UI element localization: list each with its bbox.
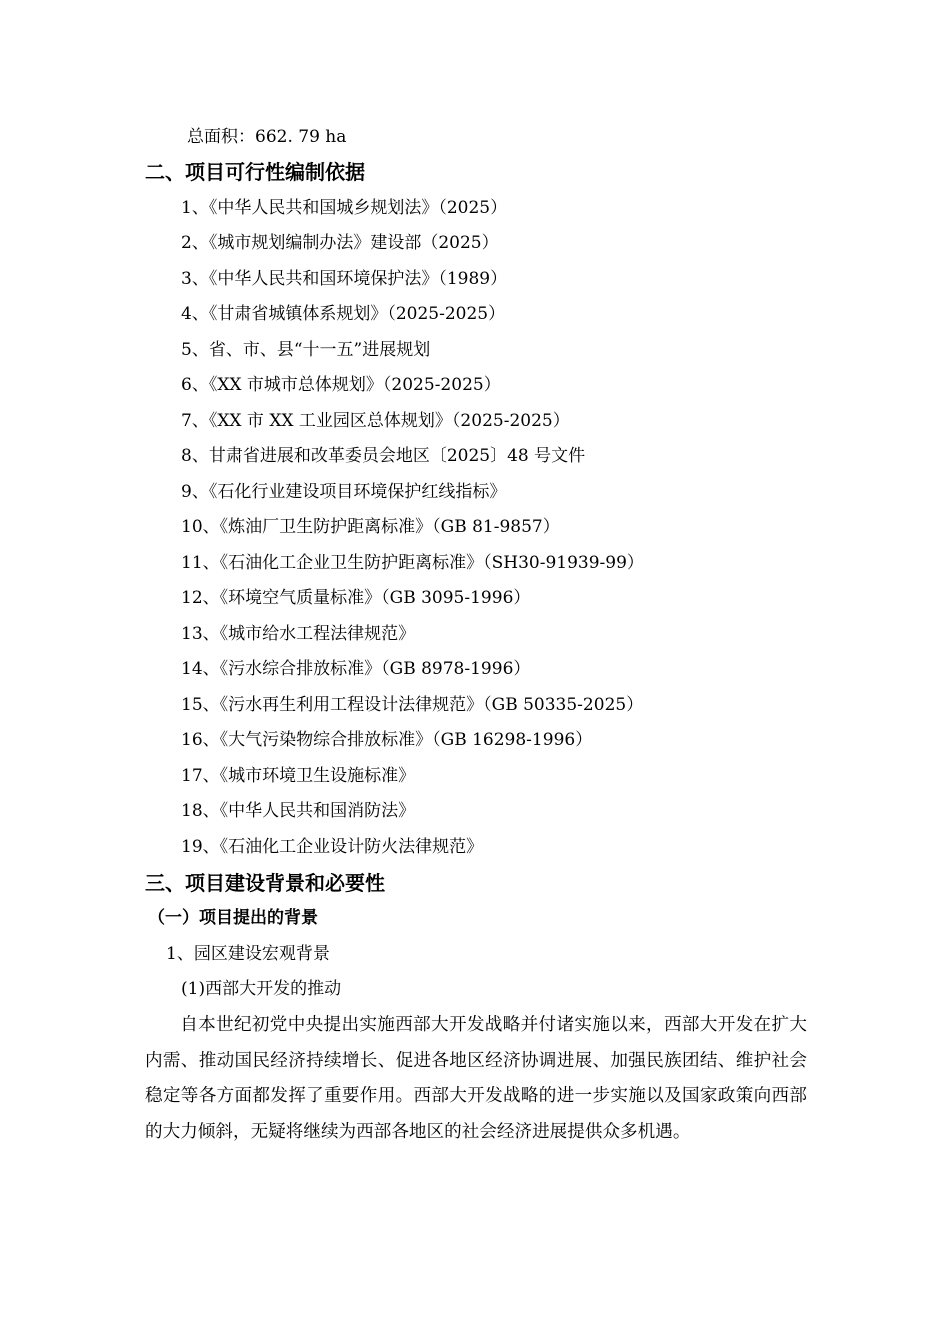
list-item: 2、《城市规划编制办法》建设部（2025） bbox=[181, 233, 499, 253]
list-item: 18、《中华人民共和国消防法》 bbox=[181, 801, 416, 821]
list-item: 17、《城市环境卫生设施标准》 bbox=[181, 766, 416, 786]
subsection-heading: （一）项目提出的背景 bbox=[148, 908, 318, 928]
list-item: 14、《污水综合排放标准》（GB 8978-1996） bbox=[181, 659, 531, 679]
list-item: 1、《中华人民共和国城乡规划法》（2025） bbox=[181, 198, 508, 218]
list-item: 5、省、市、县“十一五”进展规划 bbox=[181, 340, 431, 360]
list-item: 6、《XX 市城市总体规划》（2025-2025） bbox=[181, 375, 501, 395]
list-item: 8、甘肃省进展和改革委员会地区〔2025〕48 号文件 bbox=[181, 446, 586, 466]
list-item: 19、《石油化工企业设计防火法律规范》 bbox=[181, 837, 484, 857]
subsubsection-item: (1)西部大开发的推动 bbox=[181, 979, 342, 999]
total-area-line: 总面积：662. 79 ha bbox=[187, 127, 347, 147]
section2-heading: 二、项目可行性编制依据 bbox=[145, 160, 365, 184]
list-item: 16、《大气污染物综合排放标准》（GB 16298-1996） bbox=[181, 730, 593, 750]
section3-heading: 三、项目建设背景和必要性 bbox=[145, 871, 385, 895]
list-item: 10、《炼油厂卫生防护距离标准》（GB 81-9857） bbox=[181, 517, 560, 537]
list-item: 3、《中华人民共和国环境保护法》（1989） bbox=[181, 269, 508, 289]
list-item: 15、《污水再生利用工程设计法律规范》（GB 50335-2025） bbox=[181, 695, 644, 715]
subsection-item: 1、园区建设宏观背景 bbox=[166, 944, 330, 964]
list-item: 4、《甘肃省城镇体系规划》（2025-2025） bbox=[181, 304, 506, 324]
body-paragraph: 自本世纪初党中央提出实施西部大开发战略并付诸实施以来，西部大开发在扩大内需、推动国民经济持续增长、促进各地区经济协调进展、加强民族团结、维护社会稳定等各方面都发挥了重要作用。西部大开发战略的进一步实施以及国家政策向西部的大力倾斜，无疑将继续为西部各地区的社会经济进展提供众多机遇。 bbox=[145, 1015, 807, 1142]
list-item: 9、《石化行业建设项目环境保护红线指标》 bbox=[181, 482, 507, 502]
list-item: 11、《石油化工企业卫生防护距离标准》（SH30-91939-99） bbox=[181, 553, 644, 573]
list-item: 13、《城市给水工程法律规范》 bbox=[181, 624, 416, 644]
list-item: 12、《环境空气质量标准》（GB 3095-1996） bbox=[181, 588, 531, 608]
list-item: 7、《XX 市 XX 工业园区总体规划》（2025-2025） bbox=[181, 411, 570, 431]
